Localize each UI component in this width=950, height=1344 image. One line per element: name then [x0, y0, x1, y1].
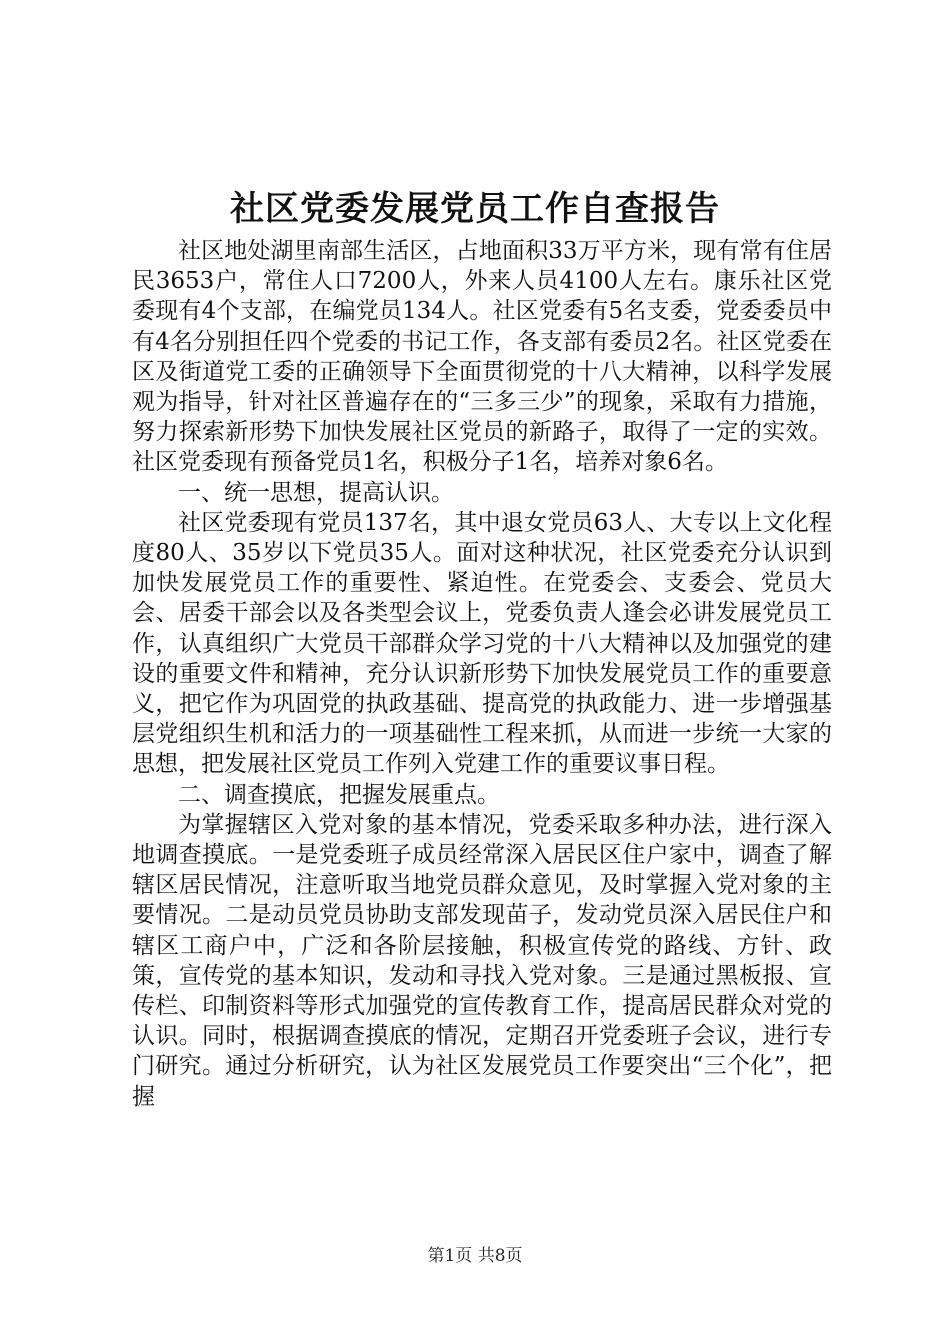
- paragraph-section-2: 为掌握辖区入党对象的基本情况，党委采取多种办法，进行深入地调查摸底。一是党委班子成员经常深入居民区住户家中，调查了解辖区居民情况，注意听取当地党员群众意见，及时掌握入党对象的主要情况。二是动员党员协助支部发现苗子，发动党员深入居民住户和辖区工商户中，广泛和各阶层接触，积极宣传党的路线、方针、政策，宣传党的基本知识，发动和寻找入党对象。三是通过黑板报、宣传栏、印制资料等形式加强党的宣传教育工作，提高居民群众对党的认识。同时，根据调查摸底的情况，定期召开党委班子会议，进行专门研究。通过分析研究，认为社区发展党员工作要突出“三个化”，把握: [132, 811, 832, 1110]
- paragraph-section-1: 社区党委现有党员137名，其中退女党员63人、大专以上文化程度80人、35岁以下党员35人。面对这种状况，社区党委充分认识到加快发展党员工作的重要性、紧迫性。在党委会、支委会、党员大会、居委干部会以及各类型会议上，党委负责人逢会必讲发展党员工作，认真组织广大党员干部群众学习党的十八大精神以及加强党的建设的重要文件和精神，充分认识新形势下加快发展党员工作的重要意义，把它作为巩固党的执政基础、提高党的执政能力、进一步增强基层党组织生机和活力的一项基础性工程来抓，从而进一步统一大家的思想，把发展社区党员工作列入党建工作的重要议事日程。: [132, 509, 832, 778]
- section-heading-2: 二、调查摸底，把握发展重点。: [178, 781, 500, 808]
- document-title: 社区党委发展党员工作自查报告: [230, 189, 720, 229]
- document-body: [132, 236, 832, 1112]
- section-heading-1: 一、统一思想，提高认识。: [178, 479, 454, 506]
- paragraph-intro: 社区地处湖里南部生活区，占地面积33万平方米，现有常有住居民3653户，常住人口7200人，外来人员4100人左右。康乐社区党委现有4个支部，在编党员134人。社区党委有5名支委，党委委员中有4名分别担任四个党委的书记工作，各支部有委员2名。社区党委在区及街道党工委的正确领导下全面贯彻党的十八大精神，以科学发展观为指导，针对社区普遍存在的“三多三少”的现象，采取有力措施，努力探索新形势下加快发展社区党员的新路子，取得了一定的实效。社区党委现有预备党员1名，积极分子1名，培养对象6名。: [132, 238, 832, 476]
- page-number-footer: 第1页 共8页: [427, 1246, 523, 1266]
